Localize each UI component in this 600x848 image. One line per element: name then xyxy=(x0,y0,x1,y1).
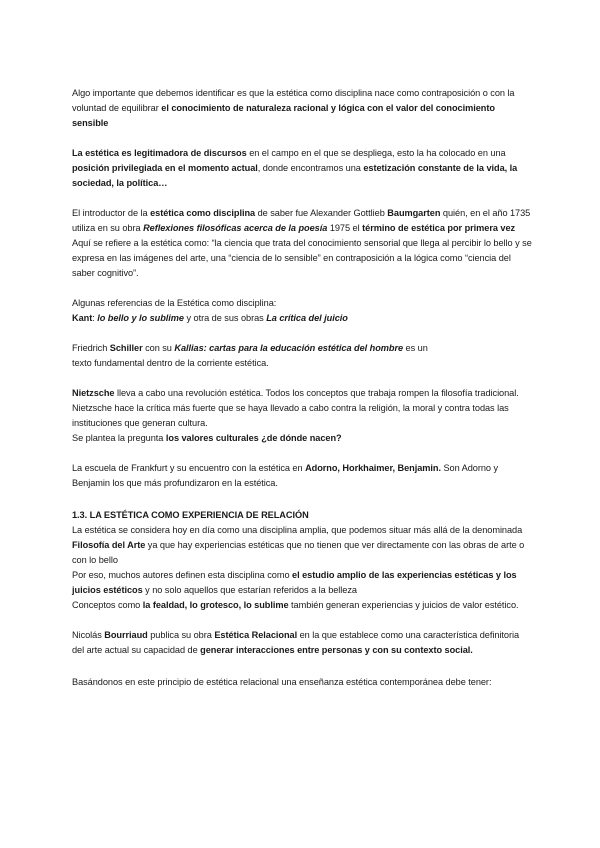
text: 1975 el xyxy=(327,223,363,233)
paragraph-references xyxy=(72,296,532,326)
paragraph-schiller xyxy=(72,341,532,371)
bold-text: Baumgarten xyxy=(387,208,441,218)
text: Conceptos como xyxy=(72,600,143,610)
text: y no solo aquellos que estarían referidos a la belleza xyxy=(142,585,357,595)
bold-text: Kant xyxy=(72,313,93,323)
bold-text: Filosofía del Arte xyxy=(72,540,146,550)
paragraph-baumgarten xyxy=(72,206,532,281)
text: con su xyxy=(142,343,175,353)
text: también generan experiencias y juicios de valor estético. xyxy=(288,600,519,610)
text: La estética se considera hoy en día como una disciplina amplia, que podemos situar más allá de la denominada xyxy=(72,525,523,535)
bold-text: Adorno, Horkhaimer, Benjamin. xyxy=(305,463,441,473)
text: , donde encontramos una xyxy=(257,163,364,173)
text: ya que hay experiencias estéticas que no tienen que ver directamente con las obras de arte o con lo bello xyxy=(72,540,525,565)
text: lleva a cabo una revolución estética. Todos los conceptos que trabaja rompen la filosofía tradicional. Nietzsche hace la crítica más fuerte que se haya llevado a cabo contra la religión, la moral y contra todas las instituciones que generan cultura. xyxy=(72,388,519,428)
bold-text: Bourriaud xyxy=(104,630,148,640)
bold-italic-text: Kallias: cartas para la educación estética del hombre xyxy=(174,343,404,353)
bold-italic-text: Reflexiones filosóficas acerca de la poesía xyxy=(143,223,328,233)
text: Son Adorno y Benjamin los que más profundizaron en la estética. xyxy=(72,463,499,488)
bold-text: término de estética por primera vez xyxy=(362,223,516,233)
paragraph-frankfurt xyxy=(72,461,532,491)
bold-text: Estética Relacional xyxy=(214,630,298,640)
bold-italic-text: lo bello y lo sublime xyxy=(97,313,184,323)
text: Se plantea la pregunta xyxy=(72,433,166,443)
text: Algunas referencias de la Estética como disciplina: xyxy=(72,298,277,308)
section-heading: 1.3. LA ESTÉTICA COMO EXPERIENCIA DE RELACIÓN xyxy=(72,510,309,520)
text: en el campo en el que se despliega, esto la ha colocado en una xyxy=(246,148,506,158)
bold-text: La estética es legitimadora de discursos xyxy=(72,148,247,158)
document-body xyxy=(72,86,532,705)
text: y otra de sus obras xyxy=(184,313,267,323)
section-experience-of-relation xyxy=(72,508,532,613)
text: es un xyxy=(403,343,428,353)
paragraph-aesthetics-origin xyxy=(72,86,532,131)
text: Nicolás xyxy=(72,630,105,640)
text: La escuela de Frankfurt y su encuentro con la estética en xyxy=(72,463,306,473)
bold-text: estética como disciplina xyxy=(150,208,256,218)
text: quién, en el año 1735 utiliza en su obra xyxy=(72,208,531,233)
text: Por eso, muchos autores definen esta disciplina como xyxy=(72,570,293,580)
text: Aquí se refiere a la estética como: “la ciencia que trata del conocimiento sensorial que llega al percibir lo bello y se expresa en las imágenes del arte, una “ciencia de lo sensible” en contraposición a la lógica como “ciencia del saber cognitivo”. xyxy=(72,238,532,278)
text: : xyxy=(92,313,98,323)
text: Basándonos en este principio de estética relacional una enseñanza estética contemporánea debe tener: xyxy=(72,677,492,687)
text: texto fundamental dentro de la corriente estética. xyxy=(72,358,269,368)
bold-text: estetización constante de la vida, la sociedad, la política… xyxy=(72,163,518,188)
bold-text: posición privilegiada en el momento actual xyxy=(72,163,258,173)
bold-italic-text: La crítica del juicio xyxy=(266,313,348,323)
paragraph-relational-principle xyxy=(72,675,532,690)
bold-text: generar interacciones entre personas y con su contexto social. xyxy=(200,645,473,655)
text: El introductor de la xyxy=(72,208,151,218)
bold-text: Nietzsche xyxy=(72,388,115,398)
bold-text: el estudio amplio de las experiencias estéticas y los juicios estéticos xyxy=(72,570,517,595)
paragraph-nietzsche xyxy=(72,386,532,446)
bold-text: Schiller xyxy=(109,343,143,353)
text: publica su obra xyxy=(147,630,215,640)
text: Friedrich xyxy=(72,343,110,353)
text: de saber fue Alexander Gottlieb xyxy=(255,208,388,218)
text: Algo importante que debemos identificar es que la estética como disciplina nace como contraposición o con la voluntad de equilibrar xyxy=(72,88,515,113)
text: en la que establece como una característica definitoria del arte actual su capacidad de xyxy=(72,630,520,655)
bold-text: la fealdad, lo grotesco, lo sublime xyxy=(142,600,289,610)
paragraph-legitimizing-discourses xyxy=(72,146,532,191)
paragraph-bourriaud xyxy=(72,628,532,658)
bold-text: el conocimiento de naturaleza racional y lógica con el valor del conocimiento sensible xyxy=(72,103,495,128)
bold-text: los valores culturales ¿de dónde nacen? xyxy=(165,433,342,443)
